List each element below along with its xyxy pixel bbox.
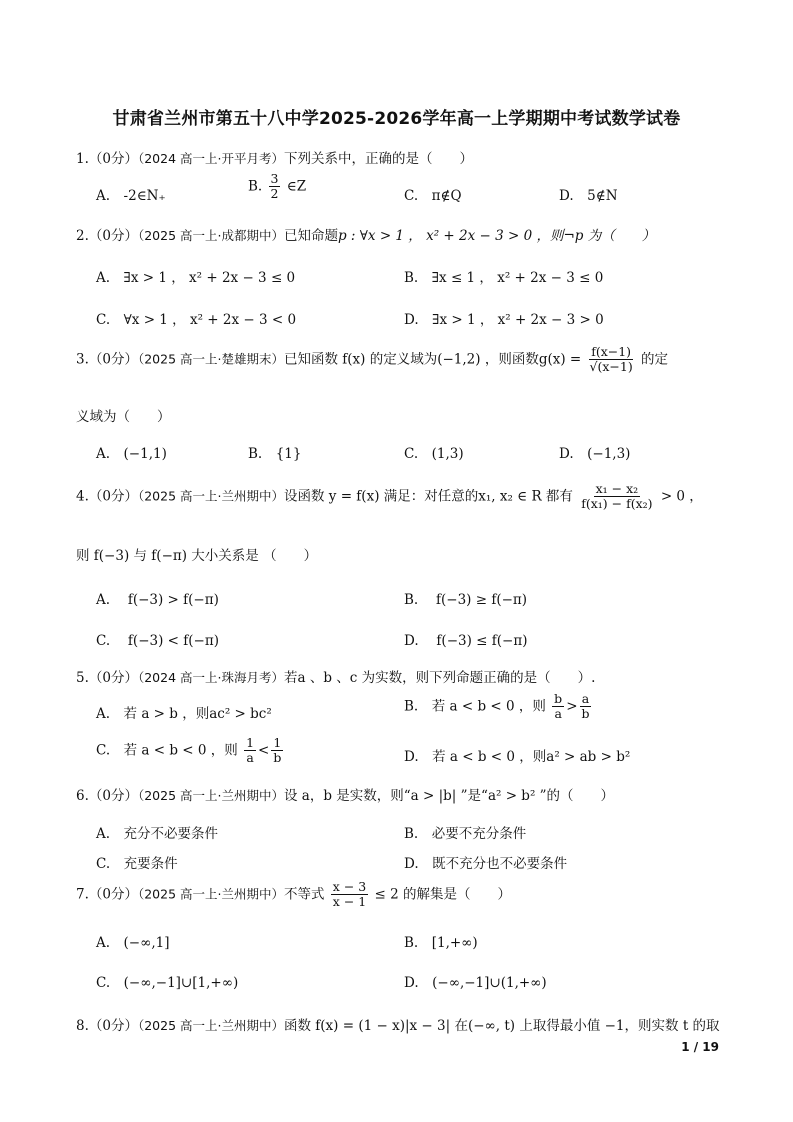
q7-option-d: D. (−∞,−1]∪(1,+∞) bbox=[404, 975, 547, 991]
q1-b-fraction: $\frac{3}{2}$ bbox=[270, 171, 279, 202]
q4-fraction: $\frac{\text{x₁ − x₂}}{\text{f(x₁) − f(x₂)}}$ bbox=[581, 481, 653, 512]
question-7: 7.（0分）（2025 高一上·兰州期中）不等式 $\frac{x - 3}{x - 1}$ ≤ 2 的解集是（ ） bbox=[76, 879, 512, 910]
question-3: 3.（0分）（2025 高一上·楚雄期末）已知函数 f(x) 的定义域为(−1,2) ，则函数g(x) = $\frac{f(x-1)}{√(x-1)}$ 的定 bbox=[76, 344, 669, 375]
page-number: 1 / 19 bbox=[681, 1040, 719, 1054]
q5-option-d: D. 若 a < b < 0 ，则a² > ab > b² bbox=[404, 749, 631, 765]
q6-option-a: A. 充分不必要条件 bbox=[96, 826, 219, 842]
q3-fraction: $\frac{f(x-1)}{√(x-1)}$ bbox=[589, 344, 633, 375]
q5-option-b: B. 若 a < b < 0 ，则 $\frac{b}{a}$ > $\frac{a}{b}$ bbox=[404, 691, 590, 722]
q4-option-b: B. f(−3) ≥ f(−π) bbox=[404, 592, 528, 608]
question-3-cont: 义域为（ ） bbox=[76, 409, 171, 425]
q5-b-frac-right: $\frac{a}{b}$ bbox=[581, 691, 590, 722]
page-title: 甘肃省兰州市第五十八中学2025-2026学年高一上学期期中考试数学试卷 bbox=[112, 109, 681, 129]
q3-option-c: C. (1,3) bbox=[404, 446, 464, 462]
question-6: 6.（0分）（2025 高一上·兰州期中）设 a，b 是实数，则“a > |b| ”是“a² > b² ”的（ ） bbox=[76, 788, 615, 804]
q6-option-d: D. 既不充分也不必要条件 bbox=[404, 856, 568, 872]
q7-option-c: C. (−∞,−1]∪[1,+∞) bbox=[96, 975, 239, 991]
q5-b-frac-left: $\frac{b}{a}$ bbox=[554, 691, 563, 722]
q3-option-a: A. (−1,1) bbox=[96, 446, 167, 462]
q4-option-d: D. f(−3) ≤ f(−π) bbox=[404, 633, 528, 649]
question-4-cont: 则 f(−3) 与 f(−π) 大小关系是 （ ） bbox=[76, 548, 318, 564]
q2-option-c: C. ∀x > 1 ， x² + 2x − 3 < 0 bbox=[96, 312, 297, 328]
q7-fraction: $\frac{x - 3}{x - 1}$ bbox=[332, 879, 367, 910]
question-5: 5.（0分）（2024 高一上·珠海月考）若a 、b 、c 为实数，则下列命题正确的是（ ）. bbox=[76, 670, 596, 686]
q7-option-a: A. (−∞,1] bbox=[96, 935, 170, 951]
q1-option-b: B. $\frac{3}{2}$ ∈Z bbox=[248, 171, 307, 202]
q5-option-c: C. 若 a < b < 0 ，则 $\frac{1}{a}$ < $\frac{1}{b}$ bbox=[96, 735, 282, 766]
question-4: 4.（0分）（2025 高一上·兰州期中）设函数 y = f(x) 满足：对任意的x₁, x₂ ∈ R 都有 $\frac{\text{x₁ − x₂}}{\text{f(x₁) − f(x₂)}}$ > 0 ， bbox=[76, 481, 703, 512]
q6-option-c: C. 充要条件 bbox=[96, 856, 178, 872]
q2-option-a: A. ∃x > 1 ， x² + 2x − 3 ≤ 0 bbox=[96, 270, 296, 286]
q2-option-d: D. ∃x > 1 ， x² + 2x − 3 > 0 bbox=[404, 312, 604, 328]
q3-option-d: D. (−1,3) bbox=[559, 446, 631, 462]
q7-option-b: B. [1,+∞) bbox=[404, 935, 478, 951]
q6-option-b: B. 必要不充分条件 bbox=[404, 826, 527, 842]
question-8: 8.（0分）（2025 高一上·兰州期中）函数 f(x) = (1 − x)|x − 3| 在(−∞, t) 上取得最小值 −1，则实数 t 的取 bbox=[76, 1018, 720, 1034]
q1-option-a: A. -2∈N₊ bbox=[96, 188, 166, 204]
q2-option-b: B. ∃x ≤ 1 ， x² + 2x − 3 ≤ 0 bbox=[404, 270, 604, 286]
q5-c-frac-right: $\frac{1}{b}$ bbox=[273, 735, 282, 766]
q5-option-a: A. 若 a > b ，则ac² > bc² bbox=[96, 706, 272, 722]
question-1: 1.（0分）（2024 高一上·开平月考）下列关系中，正确的是（ ） bbox=[76, 151, 473, 167]
q3-option-b: B. {1} bbox=[248, 446, 302, 462]
q1-option-d: D. 5∉N bbox=[559, 188, 618, 204]
question-2: 2.（0分）（2025 高一上·成都期中）已知命题p : ∀x > 1 ， x² + 2x − 3 > 0 ，则¬p 为（ ） bbox=[76, 228, 656, 244]
q5-c-frac-left: $\frac{1}{a}$ bbox=[246, 735, 255, 766]
q1-option-c: C. π∉Q bbox=[404, 188, 462, 204]
q4-option-c: C. f(−3) < f(−π) bbox=[96, 633, 219, 649]
q4-option-a: A. f(−3) > f(−π) bbox=[96, 592, 219, 608]
